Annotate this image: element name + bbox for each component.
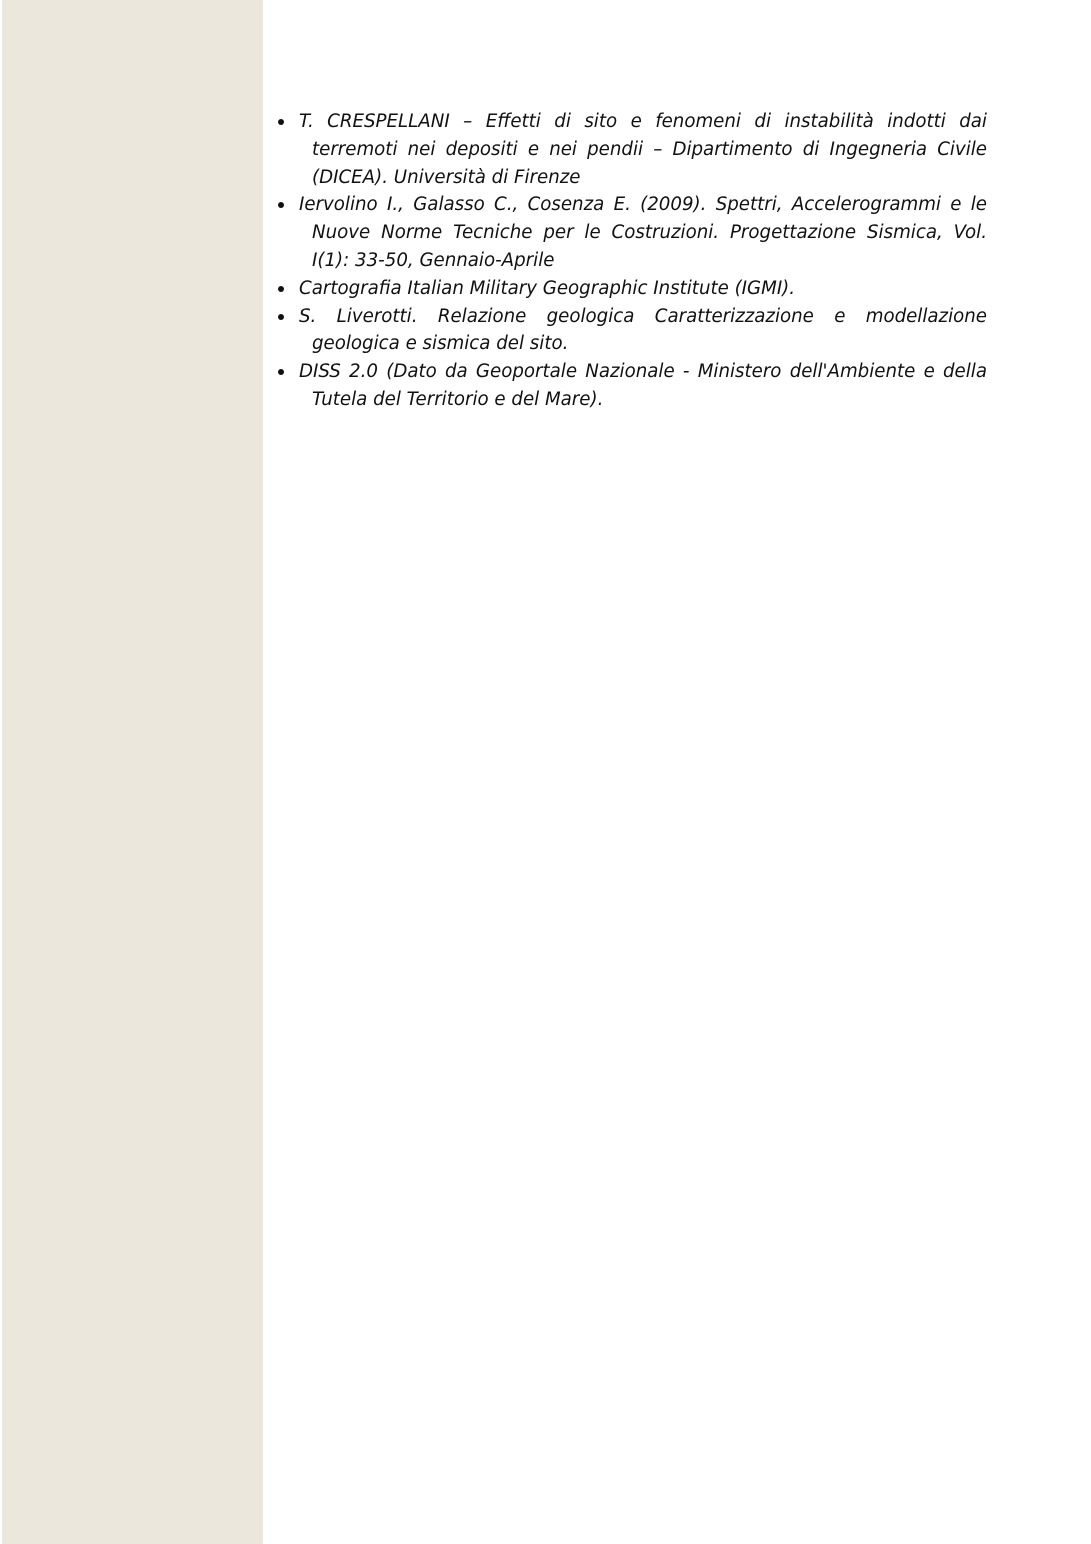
reference-text: T. CRESPELLANI – Effetti di sito e fenomeni di instabilità indotti dai terremoti nei depositi e nei pendii – Dipartimento di Ingegneria Civile (DICEA). Università di Firenze bbox=[299, 111, 987, 188]
left-sidebar-panel bbox=[2, 0, 263, 1544]
bullet-icon bbox=[278, 369, 284, 375]
reference-text: S. Liverotti. Relazione geologica Caratterizzazione e modellazione geologica e sismica del sito. bbox=[299, 305, 987, 355]
reference-text: Cartografia Italian Military Geographic Institute (IGMI). bbox=[299, 277, 796, 299]
reference-item bbox=[275, 108, 987, 191]
bullet-icon bbox=[278, 202, 284, 208]
bullet-icon bbox=[278, 286, 284, 292]
references-section bbox=[275, 108, 987, 414]
reference-item bbox=[275, 358, 987, 414]
reference-text: DISS 2.0 (Dato da Geoportale Nazionale - Ministero dell'Ambiente e della Tutela del Territorio e del Mare). bbox=[299, 361, 987, 410]
bullet-icon bbox=[278, 314, 284, 320]
reference-text: Iervolino I., Galasso C., Cosenza E. (2009). Spettri, Accelerogrammi e le Nuove Norme Tecniche per le Costruzioni. Progettazione Sismica, Vol. I(1): 33-50, Gennaio-Aprile bbox=[299, 194, 987, 271]
reference-item bbox=[275, 303, 987, 359]
reference-item bbox=[275, 275, 987, 303]
bullet-icon bbox=[278, 119, 284, 125]
reference-list bbox=[275, 108, 987, 414]
reference-item bbox=[275, 191, 987, 274]
